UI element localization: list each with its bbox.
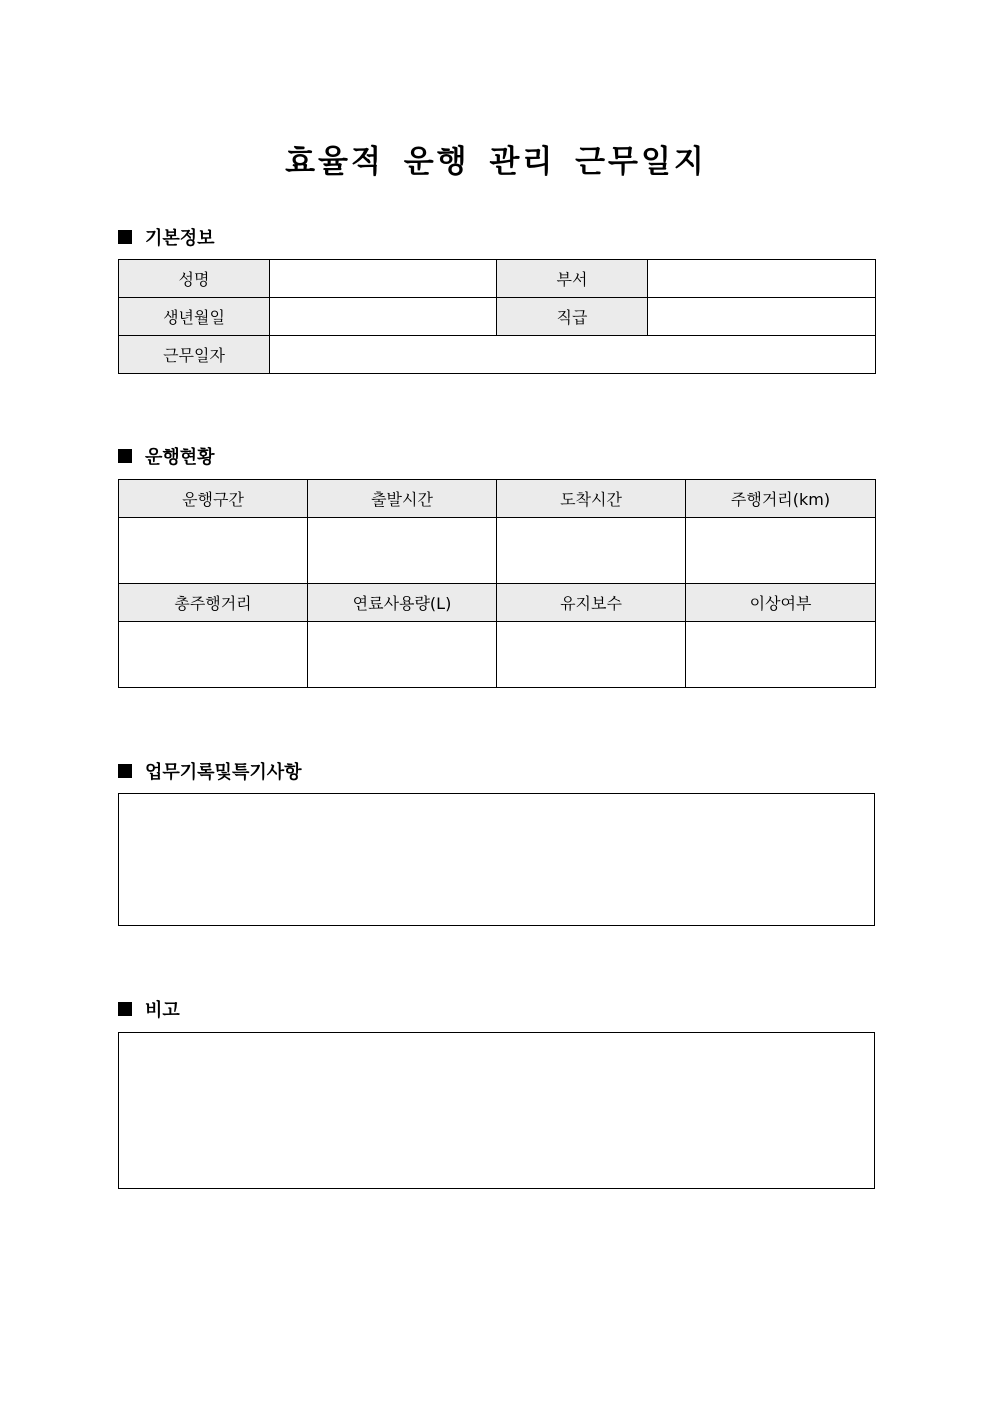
name-label: 성명: [119, 260, 270, 298]
page-title: 효율적 운행 관리 근무일지: [285, 144, 707, 180]
dept-field[interactable]: [648, 260, 876, 298]
birth-field[interactable]: [270, 298, 497, 336]
distance-label: 주행거리(km): [686, 480, 876, 518]
departure-label: 출발시간: [308, 480, 497, 518]
arrival-field[interactable]: [497, 518, 686, 584]
maintenance-label: 유지보수: [497, 584, 686, 622]
section-heading-operation: [118, 443, 215, 469]
work-record-box[interactable]: [118, 793, 875, 926]
rank-label: 직급: [497, 298, 648, 336]
square-bullet-icon: [118, 1002, 132, 1016]
total-distance-field[interactable]: [119, 622, 308, 688]
anomaly-label: 이상여부: [686, 584, 876, 622]
section-title: 기본정보: [145, 228, 215, 249]
anomaly-field[interactable]: [686, 622, 876, 688]
square-bullet-icon: [118, 230, 132, 244]
birth-label: 생년월일: [119, 298, 270, 336]
section-title: 운행현황: [145, 447, 215, 468]
fuel-field[interactable]: [308, 622, 497, 688]
operation-table: [118, 479, 876, 688]
dept-label: 부서: [497, 260, 648, 298]
square-bullet-icon: [118, 764, 132, 778]
route-field[interactable]: [119, 518, 308, 584]
maintenance-field[interactable]: [497, 622, 686, 688]
work-date-label: 근무일자: [119, 336, 270, 374]
departure-field[interactable]: [308, 518, 497, 584]
section-title: 업무기록및특기사항: [145, 762, 302, 783]
name-field[interactable]: [270, 260, 497, 298]
square-bullet-icon: [118, 449, 132, 463]
section-heading-work: [118, 758, 302, 784]
section-heading-remarks: [118, 996, 180, 1022]
rank-field[interactable]: [648, 298, 876, 336]
work-date-field[interactable]: [270, 336, 876, 374]
remarks-box[interactable]: [118, 1032, 875, 1189]
arrival-label: 도착시간: [497, 480, 686, 518]
fuel-label: 연료사용량(L): [308, 584, 497, 622]
route-label: 운행구간: [119, 480, 308, 518]
total-distance-label: 총주행거리: [119, 584, 308, 622]
section-title: 비고: [145, 1000, 180, 1021]
section-heading-basic: [118, 224, 215, 250]
distance-field[interactable]: [686, 518, 876, 584]
basic-info-table: [118, 259, 876, 374]
